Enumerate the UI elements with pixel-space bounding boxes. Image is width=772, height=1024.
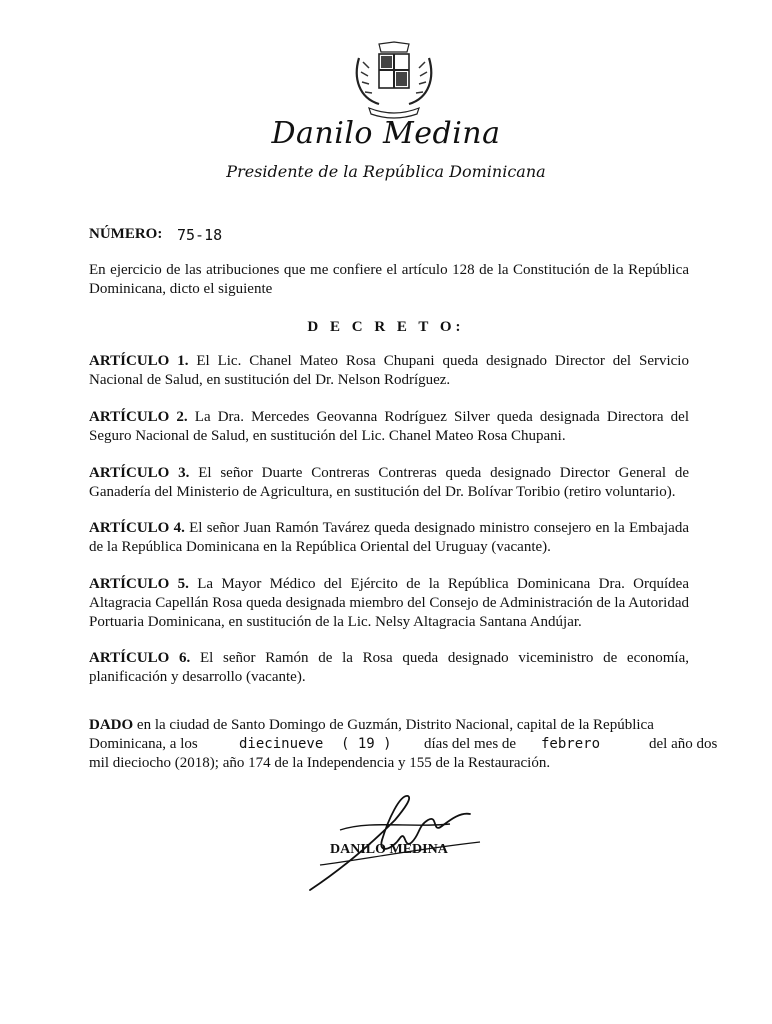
- dado-line-3: mil dieciocho (2018); año 174 de la Independencia y 155 de la Restauración.: [89, 755, 551, 771]
- dado-line-2: [89, 735, 718, 754]
- dado-line1-text: en la ciudad de Santo Domingo de Guzmán, Distrito Nacional, capital de la República: [133, 717, 654, 733]
- numero-value: 75-18: [177, 226, 223, 244]
- article-label: ARTÍCULO 1.: [89, 353, 189, 369]
- article-label: ARTÍCULO 2.: [89, 409, 188, 425]
- header-name: Danilo Medina: [271, 116, 501, 151]
- dado-line2-a: Dominicana, a los: [89, 736, 198, 752]
- signature-name: DANILO MEDINA: [330, 842, 448, 857]
- article-label: ARTÍCULO 6.: [89, 650, 191, 666]
- article-1: [89, 352, 689, 390]
- decreto-heading: D E C R E T O:: [307, 319, 465, 335]
- article-text: El señor Ramón de la Rosa queda designado viceministro de economía, planificación y desarrollo (vacante).: [89, 650, 689, 685]
- header-title: Presidente de la República Dominicana: [226, 162, 546, 181]
- article-text: La Mayor Médico del Ejército de la República Dominicana Dra. Orquídea Altagracia Capellán Rosa queda designada miembro del Consejo de Administración de la Autoridad Portuaria Dominicana, en sustitución de la Lic. Nelsy Altagracia Santana Andújar.: [89, 576, 689, 630]
- dado-line-1: [89, 716, 689, 735]
- dado-day-words: diecinueve: [239, 736, 324, 752]
- article-text: El Lic. Chanel Mateo Rosa Chupani queda designado Director del Servicio Nacional de Salud, en sustitución del Dr. Nelson Rodríguez.: [89, 353, 689, 388]
- article-3: [89, 464, 689, 502]
- coat-of-arms-seal: [349, 38, 439, 122]
- dado-line2-c: del año dos: [649, 736, 718, 752]
- article-label: ARTÍCULO 5.: [89, 576, 189, 592]
- dado-label: DADO: [89, 717, 134, 733]
- numero-label: NÚMERO:: [89, 226, 163, 242]
- article-2: [89, 408, 689, 446]
- article-text: La Dra. Mercedes Geovanna Rodríguez Silver queda designada Directora del Seguro Nacional de Salud, en sustitución del Lic. Chanel Mateo Rosa Chupani.: [89, 409, 689, 444]
- dado-paragraph: [89, 716, 718, 773]
- dado-month: febrero: [541, 736, 601, 752]
- article-text: El señor Duarte Contreras Contreras queda designado Director General de Ganadería del Ministerio de Agricultura, en sustitución del Dr. Bolívar Toribio (retiro voluntario).: [89, 465, 689, 500]
- dado-line2-b: días del mes de: [424, 736, 517, 752]
- dado-day-number: ( 19 ): [341, 736, 392, 752]
- intro-paragraph: En ejercicio de las atribuciones que me confiere el artículo 128 de la Constitución de la República Dominicana, dicto el siguiente: [89, 262, 689, 297]
- article-label: ARTÍCULO 4.: [89, 520, 185, 536]
- article-4: [89, 519, 689, 557]
- article-6: [89, 649, 689, 687]
- article-5: [89, 575, 689, 632]
- article-label: ARTÍCULO 3.: [89, 465, 190, 481]
- article-text: El señor Juan Ramón Tavárez queda designado ministro consejero en la Embajada de la República Dominicana en la República Oriental del Uruguay (vacante).: [89, 520, 689, 555]
